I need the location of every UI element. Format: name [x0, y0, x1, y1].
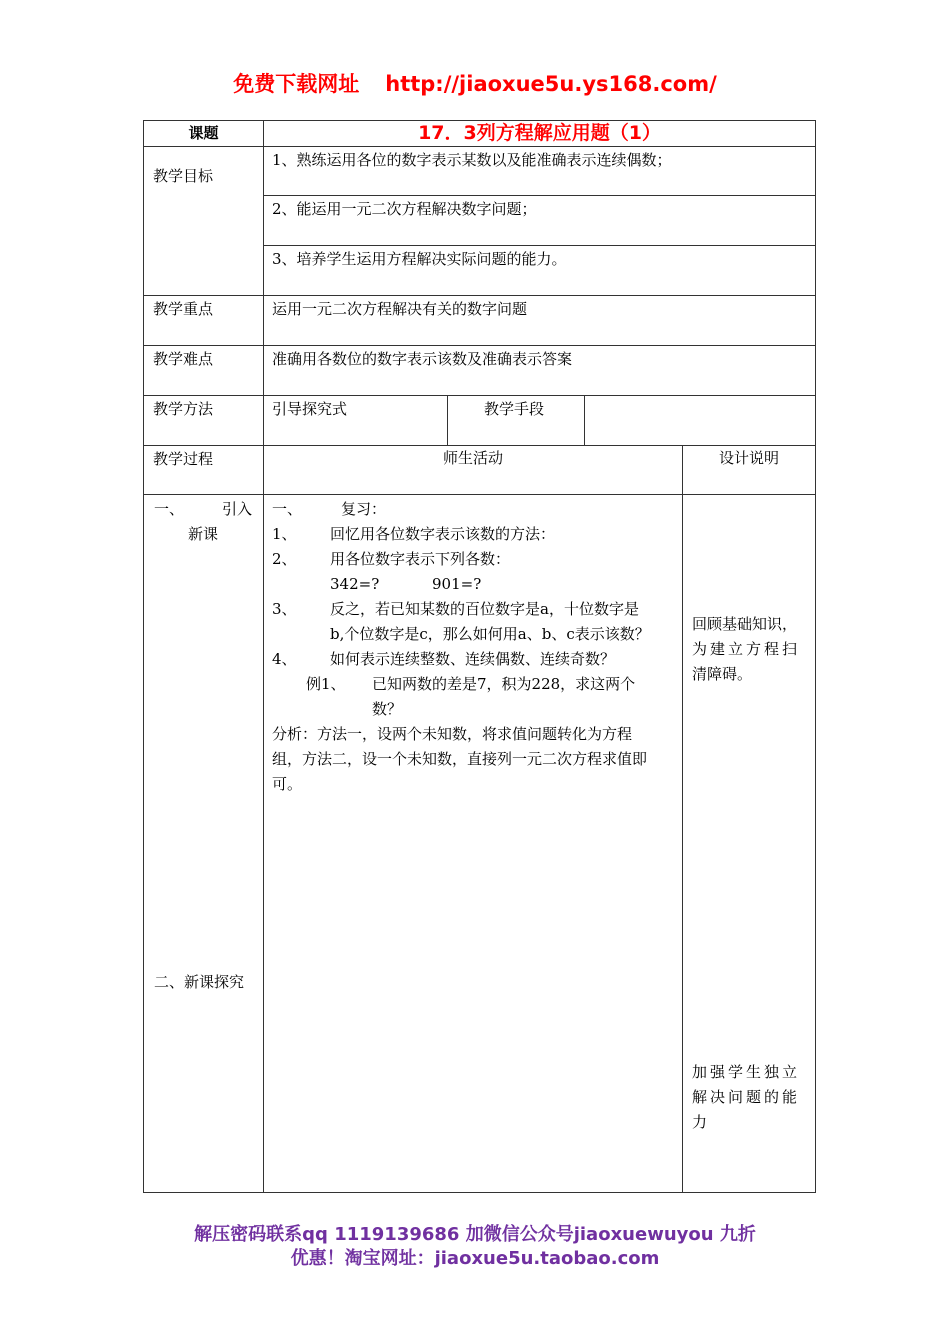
header-url-link[interactable]: http://jiaoxue5u.ys168.com/ — [385, 72, 717, 96]
design-header: 设计说明 — [683, 446, 816, 495]
item-3-number: 3、 — [272, 600, 297, 618]
example-text-cont: 数？ — [372, 700, 403, 718]
example-text: 已知两数的差是7，积为228，求这两个 — [372, 675, 636, 693]
item-1-text: 回忆用各位数字表示该数的方法： — [330, 525, 556, 543]
difficulty-label: 教学难点 — [144, 346, 264, 396]
means-value — [585, 396, 816, 446]
item-2-example-a: 342=? — [330, 575, 380, 593]
item-1-number: 1、 — [272, 525, 297, 543]
title-label-cell: 课题 — [144, 121, 264, 147]
note-2-line-1: 加强学生独立 — [692, 1063, 801, 1081]
key-point: 运用一元二次方程解决有关的数字问题 — [264, 296, 816, 346]
stage-1-title-b: 新课 — [188, 525, 219, 543]
stage-1-number: 一、 — [154, 500, 185, 518]
lesson-title: 17．3列方程解应用题（1） — [264, 121, 816, 147]
item-2-number: 2、 — [272, 550, 297, 568]
method-label: 教学方法 — [144, 396, 264, 446]
note-1-line-2: 为建立方程扫 — [692, 640, 801, 658]
item-3-text: 反之，若已知某数的百位数字是a，十位数字是 — [330, 600, 639, 618]
item-2-example-b: 901=? — [432, 575, 482, 593]
key-point-label: 教学重点 — [144, 296, 264, 346]
page-header — [0, 68, 950, 98]
activity-header: 师生活动 — [264, 446, 683, 495]
process-stage-cell — [144, 495, 264, 1193]
method-value: 引导探究式 — [264, 396, 448, 446]
example-label: 例1、 — [306, 675, 346, 693]
analysis-line-1: 分析：方法一，设两个未知数，将求值问题转化为方程 — [272, 725, 633, 743]
review-number: 一、 — [272, 500, 303, 518]
footer-line-1: 解压密码联系qq 1119139686 加微信公众号jiaoxuewuyou 九折 — [194, 1224, 756, 1245]
note-2-line-2: 解决问题的能 — [692, 1088, 801, 1106]
objectives-label: 教学目标 — [144, 147, 264, 296]
stage-2-title: 二、新课探究 — [154, 973, 245, 991]
process-label: 教学过程 — [144, 446, 264, 495]
difficulty: 准确用各数位的数字表示该数及准确表示答案 — [264, 346, 816, 396]
objective-1: 1、熟练运用各位的数字表示某数以及能准确表示连续偶数； — [264, 147, 816, 196]
means-label: 教学手段 — [448, 396, 585, 446]
objective-2: 2、能运用一元二次方程解决数字问题； — [264, 196, 816, 246]
item-2-text: 用各位数字表示下列各数： — [330, 550, 511, 568]
note-1-line-1: 回顾基础知识， — [692, 615, 798, 633]
footer-line-2: 优惠！淘宝网址：jiaoxue5u.taobao.com — [290, 1248, 660, 1269]
stage-1-title-a: 引入 — [222, 500, 253, 518]
design-note-cell — [683, 495, 816, 1193]
header-label: 免费下载网址 — [233, 72, 360, 96]
analysis-line-2: 组，方法二，设一个未知数，直接列一元二次方程求值即 — [272, 750, 648, 768]
item-4-text: 如何表示连续整数、连续偶数、连续奇数？ — [330, 650, 616, 668]
note-1-line-3: 清障碍。 — [692, 665, 753, 683]
review-title: 复习： — [341, 500, 387, 518]
item-3-text-cont: b,个位数字是c，那么如何用a、b、c表示该数？ — [330, 625, 650, 643]
item-4-number: 4、 — [272, 650, 297, 668]
lesson-plan-table — [143, 120, 816, 1193]
activity-cell — [264, 495, 683, 1193]
analysis-line-3: 可。 — [272, 775, 303, 793]
note-2-line-3: 力 — [692, 1113, 708, 1131]
objective-3: 3、培养学生运用方程解决实际问题的能力。 — [264, 246, 816, 296]
